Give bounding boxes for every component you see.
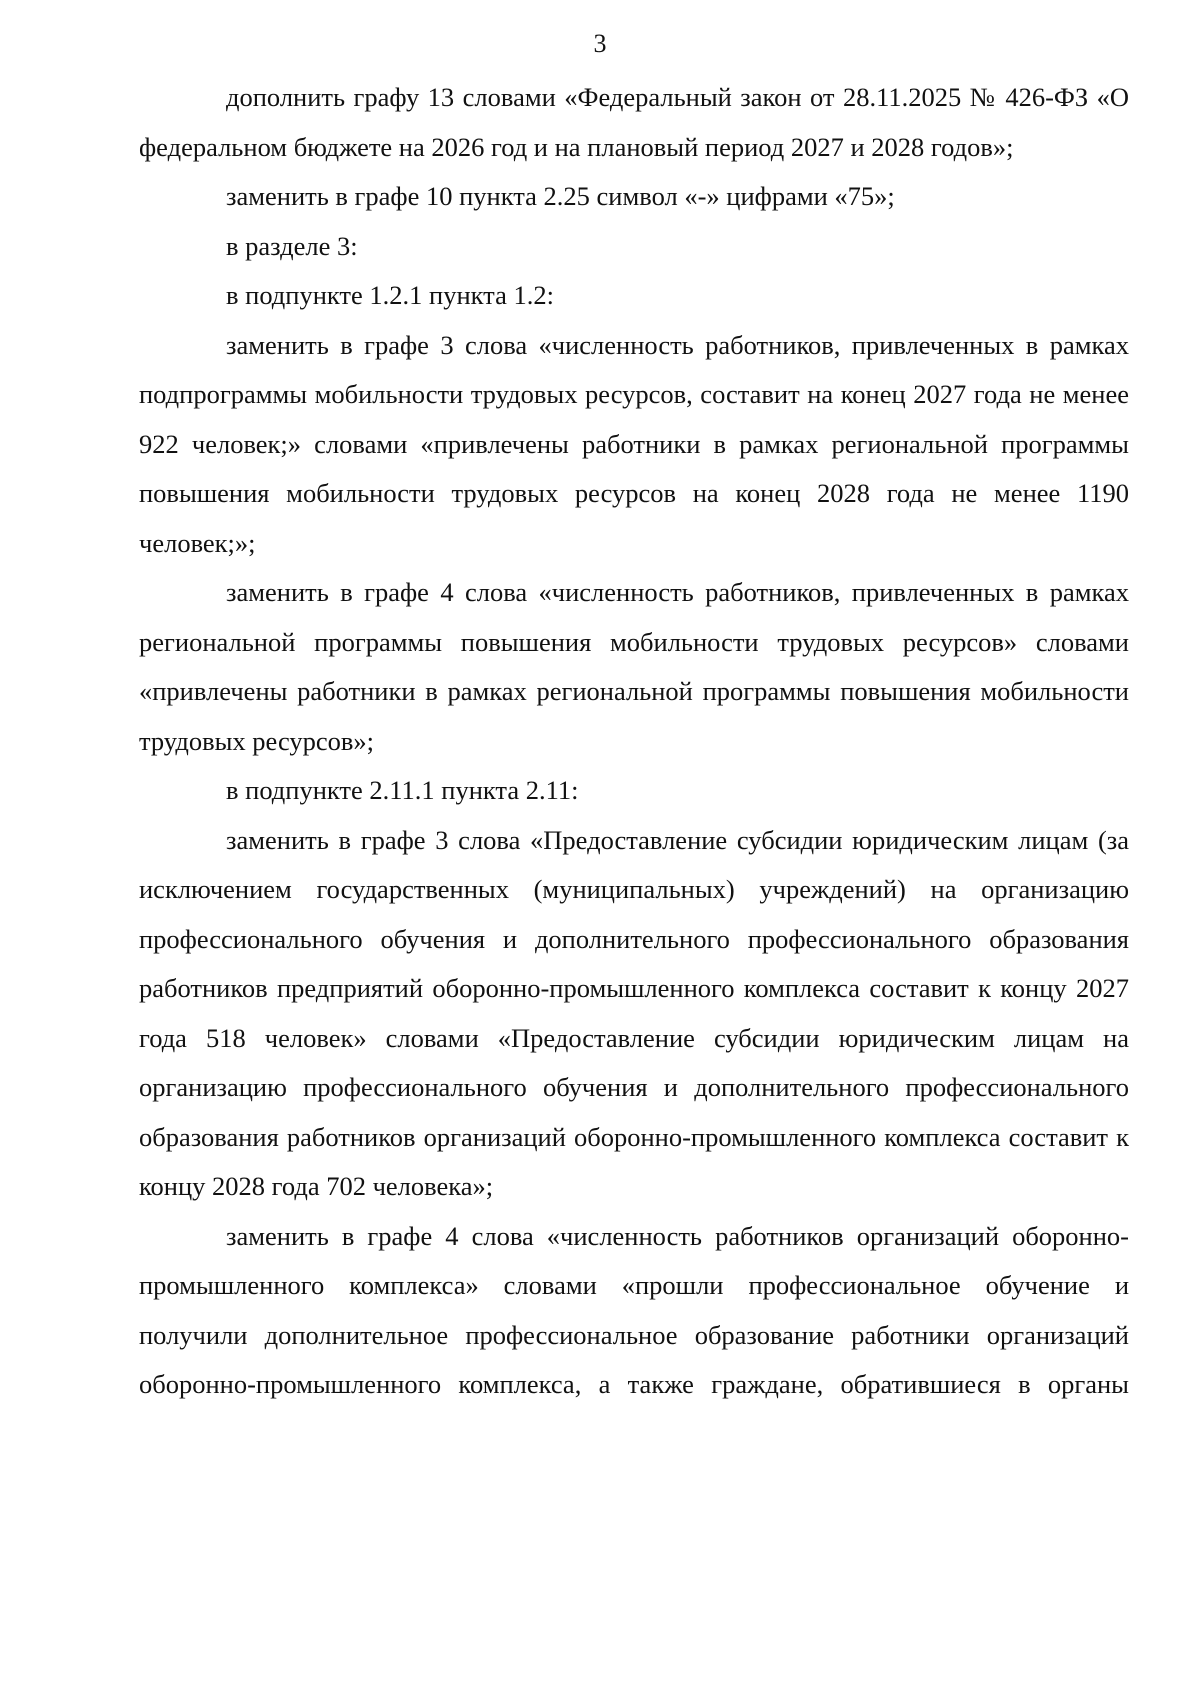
- paragraph-section-3: в разделе 3:: [226, 230, 358, 261]
- page-number: 3: [593, 29, 607, 58]
- paragraph-replace-graph-3-mobility: заменить в графе 3 слова «численность работников, привлеченных в рамках подпрограммы мобильности трудовых ресурсов, составит на конец 2027 года не менее 922 человек;» словами «привлечены работники в рамках региональной программы повышения мобильности трудовых ресурсов на конец 2028 года не менее 1190 человек;»;: [139, 329, 1129, 558]
- paragraph-graph-10: заменить в графе 10 пункта 2.25 символ «-» цифрами «75»;: [226, 181, 895, 211]
- paragraph-replace-graph-3-subsidy: заменить в графе 3 слова «Предоставление субсидии юридическим лицам (за исключением государственных (муниципальных) учреждений) на организацию профессионального обучения и дополнительного профессионального образования работников предприятий оборонно-промышленного комплекса составит к концу 2027 года 518 человек» словами «Предоставление субсидии юридическим лицам на организацию профессионального обучения и дополнительного профессионального образования работников организаций оборонно-промышленного комплекса составит к концу 2028 года 702 человека»;: [139, 824, 1129, 1201]
- paragraph-replace-graph-4-mobility: заменить в графе 4 слова «численность работников, привлеченных в рамках региональной программы повышения мобильности трудовых ресурсов» словами «привлечены работники в рамках региональной программы повышения мобильности трудовых ресурсов»;: [139, 577, 1129, 756]
- paragraph-graph-13: дополнить графу 13 словами «Федеральный закон от 28.11.2025 № 426-ФЗ «О федеральном бюджете на 2026 год и на плановый период 2027 и 2028 годов»;: [139, 82, 1129, 162]
- paragraph-replace-graph-4-defense: заменить в графе 4 слова «численность работников организаций оборонно-промышленного комплекса» словами «прошли профессиональное обучение и получили дополнительное профессиональное образование работники организаций оборонно-промышленного комплекса, а также граждане, обратившиеся в органы: [139, 1220, 1129, 1399]
- document-body: [139, 73, 1129, 1410]
- paragraph-subitem-1-2-1: в подпункте 1.2.1 пункта 1.2:: [226, 280, 554, 310]
- paragraph-subitem-2-11-1: в подпункте 2.11.1 пункта 2.11:: [226, 775, 579, 805]
